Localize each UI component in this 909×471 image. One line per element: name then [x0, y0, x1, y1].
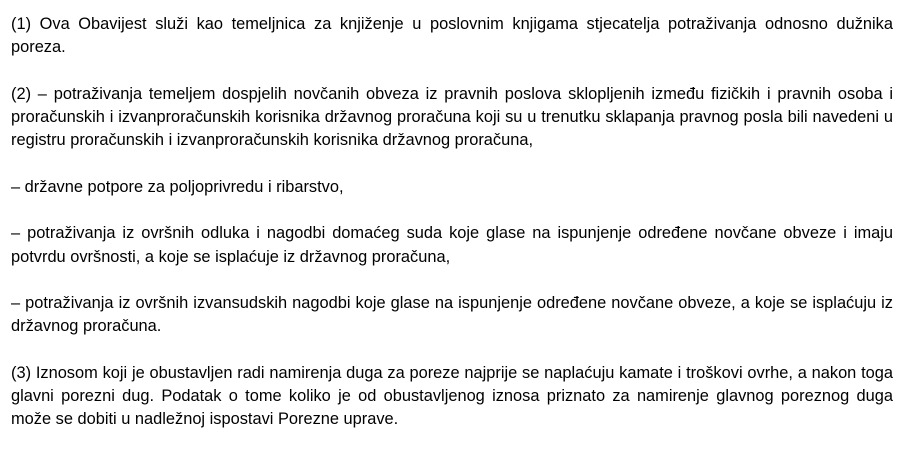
document-body [11, 13, 893, 455]
paragraph-2-item-court-decisions: – potraživanja iz ovršnih odluka i nagodbi domaćeg suda koje glase na ispunjenje određene novčane obveze i imaju potvrdu ovršnosti, a koje se isplaćuje iz državnog proračuna, [11, 224, 893, 266]
paragraph-1: (1) Ova Obavijest služi kao temeljnica za knjiženje u poslovnim knjigama stjecatelja potraživanja odnosno dužnika poreza. [11, 15, 893, 57]
paragraph-3: (3) Iznosom koji je obustavljen radi namirenja duga za poreze najprije se naplaćuju kamate i troškovi ovrhe, a nakon toga glavni porezni dug. Podatak o tome koliko je od obustavljenog iznosa priznato za namirenje glavnog poreznog duga može se dobiti u nadležnoj ispostavi Porezne uprave. [11, 363, 893, 429]
paragraph-2-item-out-of-court-settlements: – potraživanja iz ovršnih izvansudskih nagodbi koje glase na ispunjenje određene novčane obveze, a koje se isplaćuju iz državnog proračuna. [11, 294, 893, 336]
paragraph-2: (2) – potraživanja temeljem dospjelih novčanih obveza iz pravnih poslova sklopljenih između fizičkih i pravnih osoba i proračunskih i izvanproračunskih korisnika državnog proračuna koji su u trenutku sklapanja pravnog posla bili navedeni u registru proračunskih i izvanproračunskih korisnika državnog proračuna, [11, 84, 893, 150]
paragraph-2-item-state-aid: – državne potpore za poljoprivredu i ribarstvo, [11, 177, 344, 196]
